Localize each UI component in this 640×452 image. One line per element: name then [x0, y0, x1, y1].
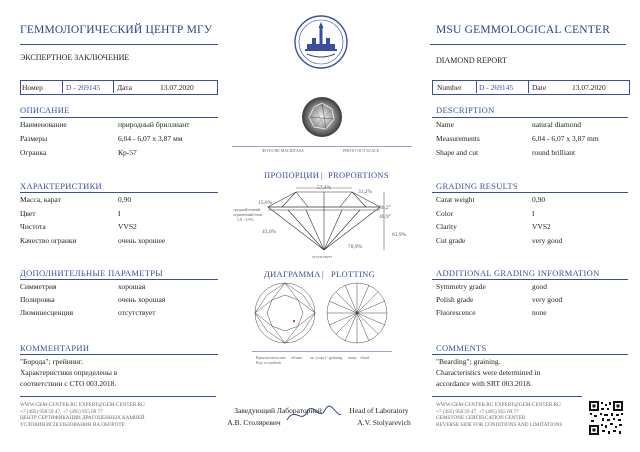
star-length: 78,9% — [348, 244, 363, 250]
grade-value: I — [532, 209, 535, 218]
signature-name-en: A.V. Stolyarevich — [357, 418, 411, 427]
box-divider — [62, 80, 63, 93]
desc-value: round brilliant — [532, 148, 576, 157]
add-label: Polish grade — [436, 295, 474, 304]
desc-value: natural diamond — [532, 120, 581, 129]
section-divider — [20, 354, 218, 355]
box-divider — [528, 80, 529, 93]
footer-line: REVERSE SIDE FOR CONDITIONS AND LIMITATIONS — [436, 421, 563, 428]
photo-caption-left: ФОТО НЕ МАСШТАБА — [262, 148, 304, 153]
title-en: MSU GEMMOLOGICAL CENTER — [436, 24, 611, 36]
desc-label: Наименование — [20, 120, 67, 129]
section-title-description-ru: ОПИСАНИЕ — [20, 105, 70, 115]
plot-crown-view — [253, 281, 317, 345]
header-divider-right — [430, 44, 626, 45]
comment-line: Характеристики определены в — [20, 368, 118, 377]
proportions-title-ru: ПРОПОРЦИИ — [264, 170, 320, 180]
legend-text: cloud — [360, 355, 369, 360]
section-divider — [432, 192, 628, 193]
plotting-title-ru: ДИАГРАММА — [264, 269, 321, 279]
add-label: Fluorescence — [436, 308, 476, 317]
section-divider — [20, 192, 218, 193]
doc-title-en: DIAMOND REPORT — [436, 56, 507, 65]
title-ru: ГЕММОЛОГИЧЕСКИЙ ЦЕНТР МГУ — [20, 24, 213, 36]
section-divider — [432, 279, 628, 280]
proportions-title-en: PROPORTIONS — [328, 170, 389, 180]
grade-value: VVS2 — [118, 222, 137, 231]
box-divider — [113, 80, 114, 93]
diamond-photo — [300, 95, 344, 139]
section-title-grading-ru: ХАРАКТЕРИСТИКИ — [20, 181, 102, 191]
report-date-en: 13.07.2020 — [572, 83, 606, 92]
grade-value: 0,90 — [118, 195, 132, 204]
date-label-ru: Дата — [117, 83, 132, 92]
grade-label: Чистота — [20, 222, 46, 231]
footer-line: WWW.GEM-CENTER.RU EXPERT@GEM-CENTER.RU — [436, 402, 561, 408]
comment-line: "Борода"; грейнинг. — [20, 357, 83, 366]
add-value: очень хорошая — [118, 295, 166, 304]
add-value: good — [532, 282, 547, 291]
desc-label: Размеры — [20, 134, 48, 143]
grade-value: very good — [532, 236, 563, 245]
desc-label: Огранка — [20, 148, 47, 157]
report-number-ru: D - 269145 — [66, 83, 101, 92]
pavilion-angle: 40,9° — [379, 214, 391, 220]
section-title-additional-en: ADDITIONAL GRADING INFORMATION — [436, 268, 600, 278]
add-label: Симметрия — [20, 282, 57, 291]
grade-label: Качество огранки — [20, 236, 77, 245]
plot-legend-line — [252, 351, 392, 352]
report-date-ru: 13.07.2020 — [160, 83, 194, 92]
plotting-title-en: PLOTTING — [331, 269, 375, 279]
desc-value: природный бриллиант — [118, 120, 190, 129]
footer-line: +7 (495) 958 59 47, +7 (495) 955 69 77 — [436, 408, 519, 415]
photo-caption-right: PHOTO OUT SCALE — [343, 148, 380, 153]
crown-pct: 36,2° — [379, 205, 391, 211]
grade-label: Clarity — [436, 222, 457, 231]
add-label: Люминесценция — [20, 308, 74, 317]
footer-line: WWW.GEM-CENTER.RU EXPERT@GEM-CENTER.RU — [20, 402, 145, 408]
section-title-grading-en: GRADING RESULTS — [436, 181, 518, 191]
report-number-en: D - 269145 — [479, 83, 514, 92]
doc-title-ru: ЭКСПЕРТНОЕ ЗАКЛЮЧЕНИЕ — [20, 53, 130, 62]
legend-text: облако — [291, 355, 303, 360]
girdle-note: средний/тонкий — [233, 207, 261, 212]
signature-head-en: Head of Laboratory — [349, 406, 409, 415]
crown-angle: 31,2% — [358, 189, 373, 195]
add-value: отсутствует — [118, 308, 156, 317]
qr-code — [588, 400, 624, 436]
grade-value: I — [118, 209, 121, 218]
footer-right — [436, 402, 562, 428]
footer-divider-right — [432, 396, 582, 397]
number-label-en: Number — [437, 83, 462, 92]
girdle-note: ограненный/тонк. — [233, 212, 264, 217]
grade-label: Color — [436, 209, 454, 218]
proportions-separator: | — [321, 170, 324, 180]
signature-head-ru: Заведующий Лабораторией — [234, 406, 322, 415]
legend-text: эк. (сорт) / graining — [310, 355, 343, 360]
signature-name-ru: А.В. Столяревич — [227, 418, 281, 427]
grade-label: Масса, карат — [20, 195, 61, 204]
footer-divider-left — [20, 396, 216, 397]
section-title-comments-ru: КОММЕНТАРИИ — [20, 343, 90, 353]
total-depth: 63,9% — [392, 232, 407, 238]
section-divider — [432, 354, 628, 355]
plotting-separator: | — [322, 269, 325, 279]
comment-line: Characteristics were determined in — [436, 368, 541, 377]
desc-value: 6,04 - 6,07 x 3,87 mm — [532, 134, 599, 143]
desc-label: Shape and cut — [436, 148, 479, 157]
section-title-description-en: DESCRIPTION — [436, 105, 495, 115]
section-divider — [20, 279, 218, 280]
grade-value: VVS2 — [532, 222, 551, 231]
section-title-comments-en: COMMENTS — [436, 343, 487, 353]
box-divider — [476, 80, 477, 93]
grade-label: Cut grade — [436, 236, 466, 245]
section-title-additional-ru: ДОПОЛНИТЕЛЬНЫЕ ПАРАМЕТРЫ — [20, 268, 163, 278]
add-label: Symmetry grade — [436, 282, 486, 291]
proportions-diagram — [248, 180, 398, 260]
header-divider-left — [20, 44, 218, 45]
comment-line: "Bearding"; graining. — [436, 357, 501, 366]
add-value: хорошая — [118, 282, 146, 291]
desc-label: Name — [436, 120, 454, 129]
add-value: very good — [532, 295, 563, 304]
legend-text: Кристаллические — [256, 355, 286, 360]
msu-emblem-logo — [293, 14, 349, 70]
grade-label: Carat weight — [436, 195, 475, 204]
footer-line: УСЛОВИЯ ИСПОЛЬЗОВАНИЯ НА ОБОРОТЕ — [20, 421, 125, 428]
desc-value: Кр-57 — [118, 148, 137, 157]
grade-value: очень хорошее — [118, 236, 166, 245]
pavilion-depth: 43,0% — [262, 229, 277, 235]
section-divider — [432, 117, 628, 118]
section-divider — [20, 117, 218, 118]
footer-line: +7 (495) 958 59 47, +7 (495) 955 69 77 — [20, 408, 103, 415]
number-label-ru: Номер — [22, 83, 43, 92]
legend-text: Key to symbols — [256, 360, 282, 365]
legend-text: мигр. — [348, 355, 358, 360]
grade-label: Цвет — [20, 209, 36, 218]
desc-label: Measurements — [436, 134, 480, 143]
culet-note: отсутствует — [312, 254, 333, 259]
comment-line: accordance with SRT 003.2018. — [436, 379, 532, 388]
crown-height: 15,6% — [258, 200, 273, 206]
table-pct: 57,4% — [317, 185, 332, 191]
grade-value: 0,90 — [532, 195, 546, 204]
comment-line: соответствии с СТО 003.2018. — [20, 379, 117, 388]
girdle-note: 2,8 - 3,9% — [237, 217, 254, 222]
footer-line: GEMSTONE CERTIFICATION CENTER — [436, 415, 526, 422]
add-label: Полировка — [20, 295, 55, 304]
footer-line: ЦЕНТР СЕРТИФИКАЦИИ ДРАГОЦЕННЫХ КАМНЕЙ — [20, 415, 145, 422]
photo-caption-line — [232, 146, 412, 147]
plot-pavilion-view — [325, 281, 389, 345]
date-label-en: Date — [532, 83, 547, 92]
desc-value: 6,04 - 6,07 x 3,87 мм — [118, 134, 183, 143]
add-value: none — [532, 308, 547, 317]
signature-scribble — [283, 402, 343, 428]
footer-left — [20, 402, 145, 428]
